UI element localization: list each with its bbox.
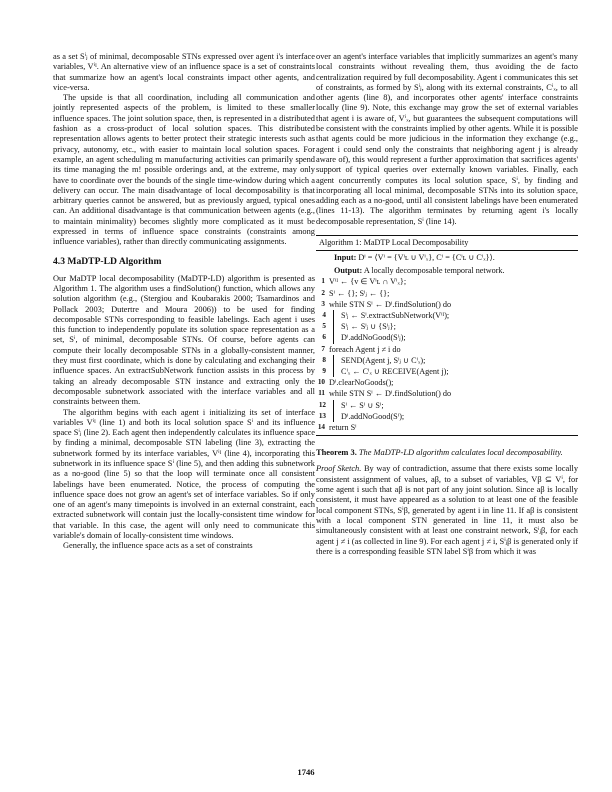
algorithm-input-label: Input:	[334, 253, 357, 263]
algorithm-line-text: Dⁱ.clearNoGoods();	[329, 378, 394, 388]
left-paragraph-3: Our MaDTP local decomposability (MaDTP-LD) algorithm is presented as Algorithm 1. The algorithm uses a findSolution() function, which allows any solution algorithm (e.g., (Stergiou and Koubarakis 2000; Tsamardinos and Pollack 2003; Dutertre and Moura 2006)) to be used for finding decomposable STNs corresponding to feasible labelings. Each agent i uses this function to independently populate its solution space representation as a set, Sⁱ, of minimal, decomposable STNs. Of course, before agents can compute their locally decomposable STNs in a globally-consistent manner, they must first coordinate, which is done by calculating and exchanging their influence spaces. An extractSubNetwork function assists in this process by taking an already decomposable STN instance and extracting only the decomposable subnetwork associated with the interface variables and all constraints between them.	[53, 273, 315, 407]
algorithm-line-text: Cⁱₓ ← Cⁱₓ ∪ RECEIVE(Agent j);	[341, 366, 449, 376]
algorithm-output-label: Output:	[334, 265, 363, 275]
left-column	[53, 52, 315, 552]
algorithm-line-text: Sⁱ ← {}; Sⁱⱼ ← {};	[329, 288, 390, 298]
algorithm-line	[316, 276, 578, 287]
left-paragraph-5: Generally, the influence space acts as a set of constraints	[63, 541, 253, 551]
algorithm-line-text: Sⁱ ← Sⁱ ∪ Sⁱ;	[341, 400, 384, 410]
algorithm-line-text: Sⁱⱼ ← Sⁱ.extractSubNetwork(Vⁱᴵ);	[341, 310, 450, 320]
algorithm-line	[318, 411, 578, 422]
algorithm-line	[322, 355, 578, 366]
algorithm-line-text: Vⁱᴵ ← {v ∈ Vⁱʟ ∩ Vⁱₓ};	[329, 277, 407, 287]
section-heading: 4.3 MaDTP-LD Algorithm	[53, 255, 162, 267]
algorithm-box	[316, 235, 578, 436]
algorithm-line-number: 6	[322, 333, 326, 342]
algorithm-line	[318, 400, 578, 411]
algorithm-line	[316, 388, 578, 399]
algorithm-input	[316, 251, 578, 264]
algorithm-line	[322, 310, 578, 321]
algorithm-line-number: 5	[322, 322, 326, 331]
algorithm-line-number: 1	[321, 277, 325, 286]
right-paragraph-1: over an agent's interface variables that implicitly summarizes an agent's many local constraints without revealing them, thus avoiding the de facto centralization required by full decomposability. Agent i communicates this set of constraints, as formed by Sⁱⱼ, along with its external constraints, Cⁱₓ, to all other agents (line 8), and incorporates other agents' interface constraints locally (line 9). Note, this exchange may grow the set of external variables that agent i is aware of, Vⁱₓ, but guarantees the subsequent computations will be consistent with the constraints implied by other agents. While it is possible that agents could be more judicious in the information they exchange (e.g., agent i could send only the constraints that neighboring agent j is already aware of), this would represent a further approximation that sacrifices agents' support of typical queries over externally known variables. Finally, each agent concurrently computes its local solution space, Sⁱ, by finding and incorporating all local minimal, decomposable STNs into its solution space, adding each as a no-good, until all consistent labelings have been enumerated (lines 11-13). The algorithm terminates by returning agent i's locally decomposable representation, Sⁱ (line 14).	[316, 52, 578, 226]
proof-label: Proof Sketch.	[316, 464, 362, 474]
algorithm-line-number: 13	[318, 411, 326, 420]
algorithm-line-text: Dⁱ.addNoGood(Sⁱ);	[341, 411, 405, 421]
algorithm-line-number: 3	[321, 299, 325, 308]
algorithm-line	[316, 299, 578, 310]
right-column	[316, 52, 578, 557]
algorithm-line	[316, 288, 578, 299]
algorithm-output	[316, 264, 578, 277]
algorithm-line-text: SEND(Agent j, Sⁱⱼ ∪ Cⁱₓ);	[341, 355, 426, 365]
left-paragraph-2: The upside is that all coordination, including all communication and jointly represented aspects of the problem, is limited to these smaller influence spaces. The joint solution space, then, is represented in a distributed fashion as a cross-product of local solution spaces. This distributed representation allows agents to better protect their strategic interests such as privacy, autonomy, etc., with easier to maintain local solution spaces. For example, an agent scheduling m manufacturing activities can primarily spend its time managing the m! possible orderings and, at the extreme, may only have to coordinate over the bounds of the single time-window during which a delivery can occur. The main disadvantage of local decomposability is that arbitrary queries cannot be answered, but as previously argued, typical ones can. An additional disadvantage is that communication between agents (e.g., to maintain minimality) becomes slightly more complicated as it must be expressed in terms of influence space constraints (constraints among influence variables), rather than directly communicating assignments.	[53, 93, 315, 247]
algorithm-line	[316, 377, 578, 388]
algorithm-line-number: 8	[322, 355, 326, 364]
algorithm-line-number: 12	[318, 400, 326, 409]
proof-text: By way of contradiction, assume that there exists some locally consistent assignment of values, aβ, to a subset of variables, Vβ ⊆ Vⁱ, for some agent i such that aβ is not part of any joint solution. Since aβ is locally consistent, it must have appeared as a solution to at least one of the feasible local component STNs, Sⁱβ, generated by agent i in line 11. If aβ is consistent with a local component STN generated in line 11, it must also be simultaneously consistent with at least one constraint network, Sⁱⱼβ, for each agent j ≠ i (as collected in line 9). For each agent j ≠ i, Sⁱⱼβ is generated only if there is a corresponding feasible STN label Sⁱβ from which it was	[316, 464, 579, 556]
theorem	[316, 448, 578, 557]
algorithm-line	[316, 344, 578, 355]
algorithm-output-text: A locally decomposable temporal network.	[363, 265, 505, 275]
algorithm-line-number: 2	[321, 288, 325, 297]
algorithm-line	[322, 332, 578, 343]
algorithm-line-number: 7	[321, 344, 325, 353]
algorithm-line	[322, 366, 578, 377]
page-number: 1746	[297, 767, 315, 777]
algorithm-line	[316, 422, 578, 433]
algorithm-line-number: 14	[317, 422, 325, 431]
theorem-text: The MaDTP-LD algorithm calculates local decomposability.	[358, 448, 563, 458]
algorithm-line-text: Sⁱⱼ ← Sⁱⱼ ∪ {Sⁱⱼ};	[341, 322, 396, 332]
algorithm-title: Algorithm 1: MaDTP Local Decomposability	[316, 236, 578, 251]
algorithm-line-text: while STN Sⁱ ← Dⁱ.findSolution() do	[329, 299, 452, 309]
algorithm-line	[322, 321, 578, 332]
theorem-label: Theorem 3.	[316, 448, 357, 458]
algorithm-line-number: 10	[317, 378, 325, 387]
algorithm-line-text: foreach Agent j ≠ i do	[329, 344, 401, 354]
algorithm-line-text: return Sⁱ	[329, 422, 357, 432]
algorithm-line-number: 11	[318, 389, 325, 398]
algorithm-line-number: 9	[322, 366, 326, 375]
algorithm-line-text: Dⁱ.addNoGood(Sⁱⱼ);	[341, 333, 406, 343]
left-paragraph-4: The algorithm begins with each agent i initializing its set of interface variables Vⁱᴵ (line 1) and both its local solution space Sⁱ and its influence space Sⁱⱼ (line 2). Each agent then independently calculates its influence space by finding a minimal, decomposable STN labeling (line 3), extracting the subnetwork formed by its interface variables, Vⁱᴵ (line 4), incorporating this subnetwork in its influence space Sⁱ (line 5), and then adding this subnetwork as a no-good (line 5) so that the loop will terminate once all consistent labelings have been enumerated. Notice, the process of computing the influence space does not grow an agent's set of interface variables. So if only one of an agent's many timepoints is involved in an external constraint, each extracted subnetwork will contain just the locally-consistent time window for that variable. In this case, the agent will only need to communicate this variable's domain of locally-consistent time windows.	[53, 407, 315, 541]
algorithm-line-text: while STN Sⁱ ← Dⁱ.findSolution() do	[329, 389, 452, 399]
algorithm-input-text: Dⁱ = ⟨Vⁱ = {Vⁱʟ ∪ Vⁱₓ}, Cⁱ = {Cⁱʟ ∪ Cⁱₓ}⟩.	[358, 253, 495, 263]
algorithm-line-number: 4	[322, 310, 326, 319]
algorithm-lines	[316, 276, 578, 433]
left-paragraph-1: as a set Sⁱⱼ of minimal, decomposable STNs expressed over agent i's interface variables, Vⁱᴵ. An alternative view of an influence space is a set of constraints that summarize how an agent's local constraints impact other agents, and vice-versa.	[53, 52, 315, 92]
